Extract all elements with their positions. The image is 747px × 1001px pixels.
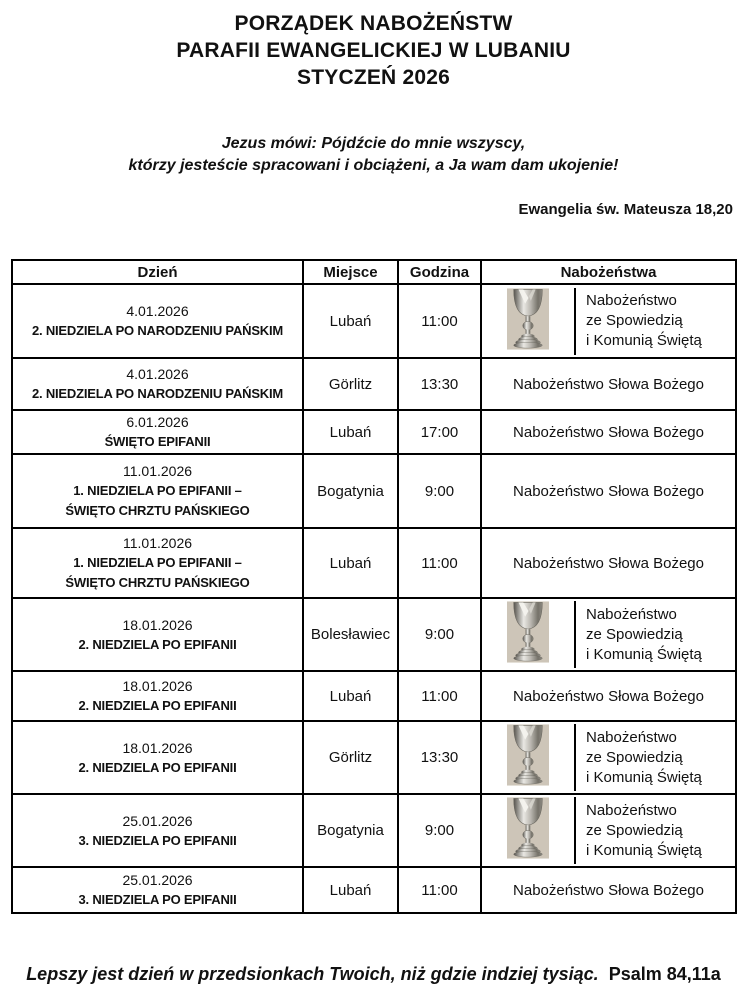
service-day-name: 2. NIEDZIELA PO NARODZENIU PAŃSKIM [31, 386, 284, 401]
service-cell [481, 794, 736, 867]
chalice-icon [507, 724, 549, 791]
document-title [0, 0, 747, 91]
service-day-name: ŚWIĘTO EPIFANII [104, 434, 211, 449]
quote-line-1: Jezus mówi: Pójdźcie do mnie wszyscy, [221, 135, 526, 152]
table-row [12, 284, 736, 358]
place-cell: Bogatynia [303, 454, 398, 528]
service-cell [481, 284, 736, 358]
time-cell: 9:00 [398, 794, 481, 867]
day-cell [12, 358, 303, 410]
service-date: 4.01.2026 [126, 303, 189, 319]
service-date: 25.01.2026 [122, 812, 193, 829]
day-cell [12, 721, 303, 794]
service-description-line: Nabożeństwo [586, 728, 677, 746]
service-cell [481, 410, 736, 454]
day-cell [12, 671, 303, 721]
service-cell [481, 671, 736, 721]
time-cell: 9:00 [398, 454, 481, 528]
day-cell [12, 454, 303, 528]
service-cell [481, 721, 736, 794]
service-description: Nabożeństwo Słowa Bożego [513, 554, 704, 572]
table-row [12, 671, 736, 721]
schedule-table [11, 259, 737, 914]
service-date: 18.01.2026 [122, 678, 193, 694]
service-cell [481, 598, 736, 671]
schedule-body [12, 284, 736, 913]
place-cell: Lubań [303, 528, 398, 598]
time-cell: 11:00 [398, 867, 481, 913]
service-description: Nabożeństwo Słowa Bożego [513, 423, 704, 441]
time-cell: 13:30 [398, 358, 481, 410]
service-description-line: ze Spowiedzią [586, 748, 683, 766]
service-day-name: ŚWIĘTO CHRZTU PAŃSKIEGO [65, 575, 250, 590]
day-cell [12, 284, 303, 358]
service-date: 11.01.2026 [122, 463, 193, 479]
place-cell: Görlitz [303, 721, 398, 794]
place-cell: Lubań [303, 410, 398, 454]
service-description-line: i Komunią Świętą [586, 841, 702, 859]
time-cell: 17:00 [398, 410, 481, 454]
service-description-line: ze Spowiedzią [586, 821, 683, 839]
column-header-nabozenstwa: Nabożeństwa [481, 260, 736, 284]
title-line-2: PARAFII EWANGELICKIEJ W LUBANIU [176, 39, 571, 62]
service-description-line: i Komunią Świętą [586, 645, 702, 663]
service-date: 25.01.2026 [122, 872, 193, 888]
service-description-line: i Komunią Świętą [586, 768, 702, 786]
footer-reference: Psalm 84,11a [608, 964, 721, 984]
service-date: 18.01.2026 [122, 739, 193, 756]
service-day-name: 3. NIEDZIELA PO EPIFANII [78, 832, 237, 848]
place-cell: Bolesławiec [303, 598, 398, 671]
column-header-dzien: Dzień [12, 260, 303, 284]
table-row [12, 410, 736, 454]
service-date: 11.01.2026 [122, 535, 193, 551]
chalice-icon [507, 601, 549, 668]
chalice-image [482, 601, 576, 668]
service-day-name: 2. NIEDZIELA PO EPIFANII [78, 759, 237, 775]
service-day-name: 2. NIEDZIELA PO EPIFANII [78, 698, 237, 713]
time-cell: 11:00 [398, 671, 481, 721]
service-description-line: ze Spowiedzią [586, 625, 683, 643]
service-cell [481, 867, 736, 913]
service-day-name: 1. NIEDZIELA PO EPIFANII – [73, 555, 242, 570]
footer-quote-text: Lepszy jest dzień w przedsionkach Twoich, niż gdzie indziej tysiąc. [26, 964, 599, 984]
service-cell [481, 454, 736, 528]
table-row [12, 794, 736, 867]
service-day-name: ŚWIĘTO CHRZTU PAŃSKIEGO [65, 503, 250, 518]
service-description: Nabożeństwo Słowa Bożego [513, 687, 704, 705]
service-cell [481, 358, 736, 410]
service-description: Nabożeństwo Słowa Bożego [513, 482, 704, 500]
service-date: 4.01.2026 [126, 366, 189, 382]
title-line-3: STYCZEŃ 2026 [297, 66, 450, 89]
title-line-1: PORZĄDEK NABOŻEŃSTW [234, 12, 513, 35]
time-cell: 11:00 [398, 528, 481, 598]
service-day-name: 2. NIEDZIELA PO NARODZENIU PAŃSKIM [31, 323, 284, 338]
scripture-reference: Ewangelia św. Mateusza 18,20 [518, 201, 733, 218]
chalice-image [482, 288, 576, 355]
time-cell: 9:00 [398, 598, 481, 671]
service-description: Nabożeństwo Słowa Bożego [513, 881, 704, 899]
service-description-line: ze Spowiedzią [586, 312, 683, 329]
chalice-image [482, 797, 576, 864]
time-cell: 13:30 [398, 721, 481, 794]
footer-psalm [0, 964, 747, 985]
quote-line-2: którzy jesteście spracowani i obciążeni, a Ja wam dam ukojenie! [128, 157, 619, 174]
table-row [12, 598, 736, 671]
header-row [12, 260, 736, 284]
service-day-name: 2. NIEDZIELA PO EPIFANII [78, 636, 237, 652]
table-row [12, 867, 736, 913]
chalice-icon [507, 797, 549, 864]
day-cell [12, 794, 303, 867]
service-date: 18.01.2026 [122, 616, 193, 633]
service-description-line: Nabożeństwo [586, 292, 677, 309]
table-row [12, 358, 736, 410]
place-cell: Bogatynia [303, 794, 398, 867]
day-cell [12, 410, 303, 454]
column-header-miejsce: Miejsce [303, 260, 398, 284]
day-cell [12, 528, 303, 598]
time-cell: 11:00 [398, 284, 481, 358]
place-cell: Lubań [303, 284, 398, 358]
column-header-godzina: Godzina [398, 260, 481, 284]
service-description-line: Nabożeństwo [586, 801, 677, 819]
service-description-line: Nabożeństwo [586, 605, 677, 623]
scripture-quote [0, 133, 747, 177]
chalice-image [482, 724, 576, 791]
service-day-name: 3. NIEDZIELA PO EPIFANII [78, 892, 237, 907]
table-row [12, 528, 736, 598]
table-row [12, 454, 736, 528]
service-description: Nabożeństwo Słowa Bożego [513, 375, 704, 393]
service-description-line: i Komunią Świętą [586, 332, 702, 349]
day-cell [12, 867, 303, 913]
place-cell: Lubań [303, 867, 398, 913]
service-date: 6.01.2026 [126, 414, 189, 430]
table-row [12, 721, 736, 794]
place-cell: Görlitz [303, 358, 398, 410]
place-cell: Lubań [303, 671, 398, 721]
service-day-name: 1. NIEDZIELA PO EPIFANII – [73, 483, 242, 498]
day-cell [12, 598, 303, 671]
service-cell [481, 528, 736, 598]
chalice-icon [507, 288, 549, 355]
